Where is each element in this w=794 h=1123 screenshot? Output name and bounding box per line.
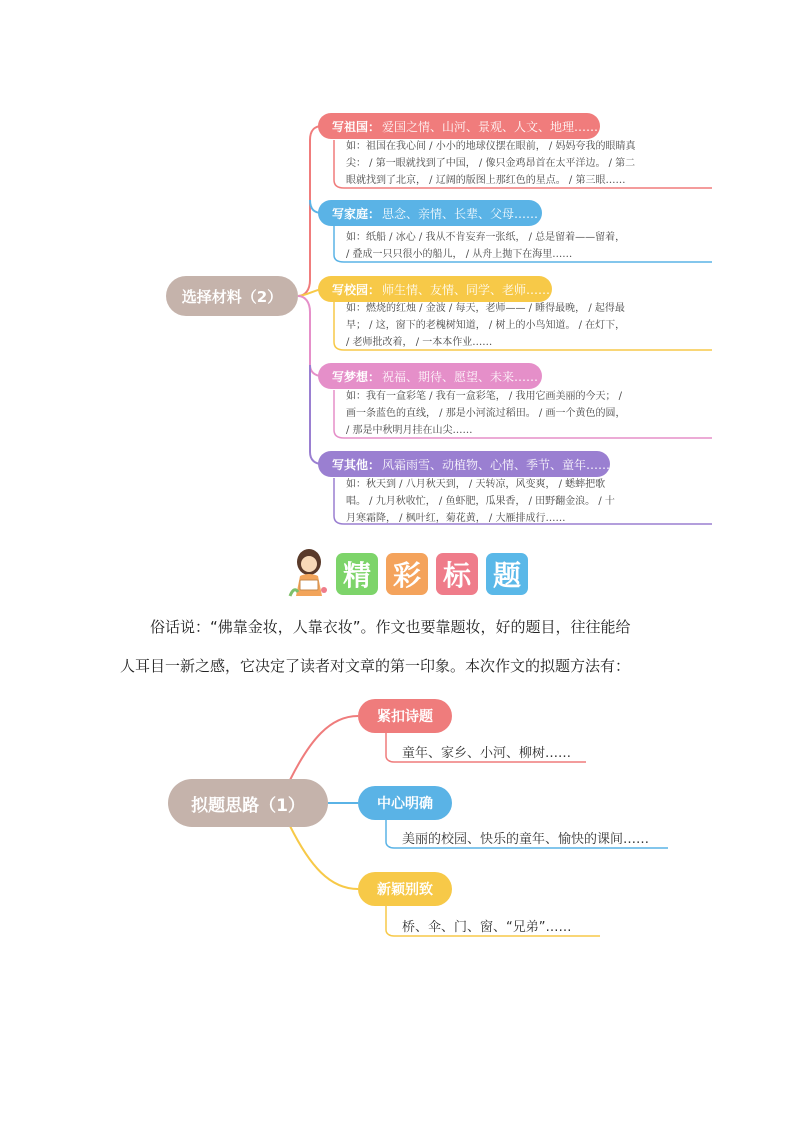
banner-char: 彩 — [386, 553, 428, 595]
branch-tag: 写梦想： — [332, 369, 381, 384]
intro-line-2: 人耳目一新之感，它决定了读者对文章的第一印象。本次作文的拟题方法有： — [120, 657, 631, 675]
detail-line: 眼就找到了北京， / 辽阔的版图上那红色的星点。 / 第三眼…… — [346, 175, 626, 186]
node-poem-title: 紧扣诗题 — [358, 699, 452, 733]
title-banner — [336, 553, 528, 595]
detail-line: 早； / 这，窗下的老槐树知道， / 树上的小鸟知道。 / 在灯下， — [346, 320, 626, 331]
banner-char: 标 — [436, 553, 478, 595]
branch-motherland-detail — [334, 138, 714, 189]
mindmap1-root: 选择材料（2） — [166, 276, 298, 316]
branch-desc: 风霜雨雪、动植物、心情、季节、童年…… — [382, 457, 611, 472]
detail-line: 如：纸船 / 冰心 / 我从不肯妄弃一张纸， / 总是留着——留着， — [346, 232, 626, 243]
girl-reading-illustration — [286, 546, 332, 598]
detail-line: / 叠成一只只很小的船儿， / 从舟上抛下在海里…… — [346, 249, 573, 260]
branch-desc: 祝福、期待、愿望、未来…… — [382, 369, 539, 384]
detail-line: 如：我有一盒彩笔 / 我有一盒彩笔， / 我用它画美丽的今天； / — [346, 391, 623, 402]
branch-dream-detail — [334, 388, 714, 439]
branch-school — [318, 276, 552, 302]
branch-family — [318, 200, 542, 226]
detail-line: 画一条蓝色的直线， / 那是小河流过稻田。 / 画一个黄色的圆， — [346, 408, 626, 419]
detail-line: 月寒霜降， / 枫叶红，菊花黄， / 大雁排成行…… — [346, 513, 566, 524]
node-clear-center: 中心明确 — [358, 786, 452, 820]
detail-line: 唱。 / 九月秋收忙， / 鱼虾肥，瓜果香， / 田野翻金浪。 / 十 — [346, 496, 615, 507]
detail-line: 如：祖国在我心间 / 小小的地球仪摆在眼前， / 妈妈夸我的眼睛真 — [346, 141, 636, 152]
branch-tag: 写祖国： — [332, 119, 381, 134]
node-novel-unique: 新颖别致 — [358, 872, 452, 906]
branch-tag: 写其他： — [332, 457, 381, 472]
mindmap2-root: 拟题思路（1） — [168, 779, 328, 827]
branch-other — [318, 451, 610, 477]
detail-line: 如：燃烧的红烛 / 金波 / 每天，老师—— / 睡得最晚， / 起得最 — [346, 303, 625, 314]
branch-family-detail — [334, 229, 714, 263]
leaf-clear-center: 美丽的校园、快乐的童年、愉快的课间…… — [402, 832, 650, 847]
detail-line: / 老师批改着， / 一本本作业…… — [346, 337, 493, 348]
detail-line: / 那是中秋明月挂在山尖…… — [346, 425, 473, 436]
detail-line: 尖： / 第一眼就找到了中国， / 像只金鸡昂首在太平洋边。 / 第二 — [346, 158, 636, 169]
branch-tag: 写家庭： — [332, 206, 381, 221]
leaf-novel-unique: 桥、伞、门、窗、“兄弟”…… — [402, 920, 572, 935]
banner-char: 题 — [486, 553, 528, 595]
branch-desc: 思念、亲情、长辈、父母…… — [382, 206, 539, 221]
branch-desc: 师生情、友情、同学、老师…… — [382, 282, 551, 297]
branch-other-detail — [334, 476, 714, 527]
branch-dream — [318, 363, 542, 389]
intro-line-1: 俗话说：“佛靠金妆，人靠衣妆”。作文也要靠题妆，好的题目，往往能给 — [150, 618, 631, 636]
leaf-poem-title: 童年、家乡、小河、柳树…… — [402, 746, 572, 761]
branch-school-detail — [334, 300, 714, 351]
detail-line: 如：秋天到 / 八月秋天到， / 天转凉，风变爽， / 蟋蟀把歌 — [346, 479, 606, 490]
branch-desc: 爱国之情、山河、景观、人文、地理…… — [382, 119, 599, 134]
branch-motherland — [318, 113, 600, 139]
branch-tag: 写校园： — [332, 282, 381, 297]
banner-char: 精 — [336, 553, 378, 595]
